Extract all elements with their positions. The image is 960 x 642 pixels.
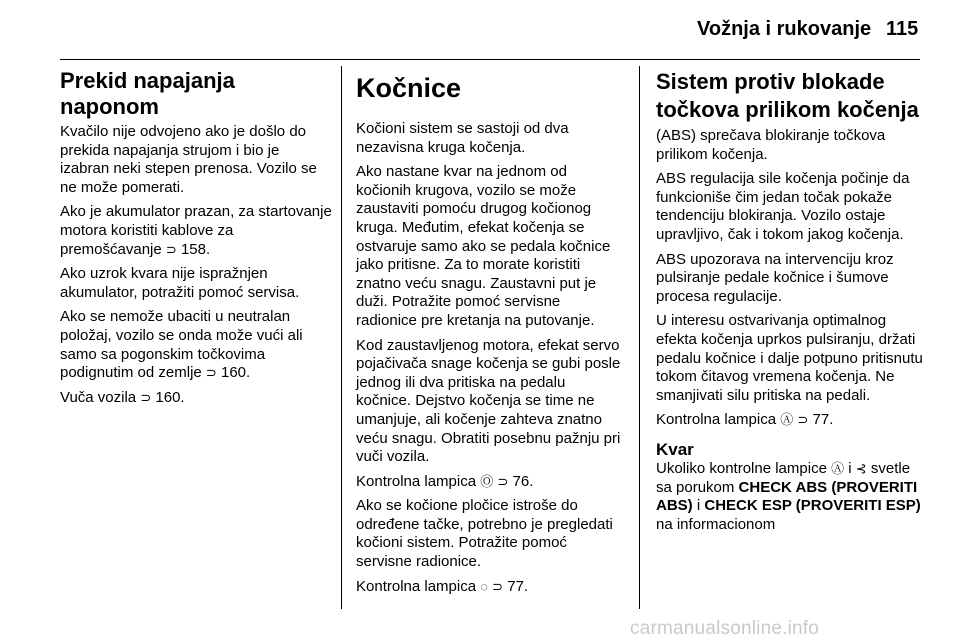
page-reference[interactable]: 158.: [180, 240, 211, 258]
message-check-esp: CHECK ESP (PROVERITI ESP): [704, 497, 921, 515]
page-ref-arrow-icon: ⊃: [165, 241, 177, 257]
page-ref-arrow-icon: ⊃: [797, 412, 809, 428]
header-divider: [60, 59, 920, 60]
page-ref-arrow-icon: ⊃: [205, 365, 217, 381]
paragraph: Ako uzrok kvara nije ispražnjen akumulator, potražiti pomoć servisa.: [60, 265, 300, 301]
page-ref-arrow-icon: ⊃: [492, 578, 504, 594]
page-ref-arrow-icon: ⊃: [497, 473, 509, 489]
abs-lamp-icon: Ⓐ: [780, 412, 794, 428]
paragraph: U interesu ostvarivanja optimalnog efekta kočenja uprkos pulsiranju, držati pedalu kočnice i dalje potpuno pritisnutu tokom čitavog vremena kočenja. Ne smanjivati silu pritiska na pedali.: [656, 312, 923, 404]
watermark: carmanualsonline.info: [630, 618, 820, 639]
heading-abs: Sistem protiv blokade točkova prilikom kočenja: [656, 69, 919, 122]
paragraph: Vuča vozila ⊃ 160.: [60, 388, 185, 406]
page-ref-arrow-icon: ⊃: [140, 389, 152, 405]
paragraph: Ako se nemože ubaciti u neutralan položaj, vozilo se onda može vući ali samo sa pogonskim točkovima podignutim od zemlje ⊃ 160.: [60, 308, 303, 382]
page-header: [0, 0, 960, 64]
abs-lamp-icon: Ⓐ: [831, 460, 845, 476]
paragraph: Ako se kočione pločice istroše do određene tačke, potrebno je pregledati kočioni sistem. Potražite pomoć servisne radionice.: [356, 497, 613, 571]
paragraph: Kontrolna lampica Ⓐ ⊃ 77.: [656, 411, 834, 429]
column-power-interruption: [60, 68, 332, 413]
paragraph: Ukoliko kontrolne lampice Ⓐ i ⊰ svetle sa porukom CHECK ABS (PROVERITI ABS) i CHECK ESP (PROVERITI ESP) na informacionom: [656, 459, 921, 533]
heading-fault: Kvar: [656, 439, 694, 459]
paragraph: Kod zaustavljenog motora, efekat servo pojačivača snage kočenja se gubi posle jednog ili dva pritiska na pedalu kočnice. Dejstvo kočenja se time ne umanjuje, ali kočenje zahteva znatno veću snagu. Obratiti posebnu pažnju pri vuči vozila.: [356, 336, 621, 466]
page-number: 115: [886, 18, 919, 40]
column-abs: [656, 68, 924, 540]
paragraph: Kočioni sistem se sastoji od dva nezavisna kruga kočenja.: [356, 120, 569, 156]
heading-power-interruption: Prekid napajanja naponom: [60, 68, 235, 119]
paragraph: Ako nastane kvar na jednom od kočionih krugova, vozilo se može zaustaviti pomoću drugog kočionog kruga. Međutim, efekat kočenja se ostvaruje samo ako se pedala kočnice jako pritisne. Za to morate koristiti znatno veću snagu. Zaustavni put je duži. Potražite pomoć servisne radionice pre kretanja na putovanje.: [356, 163, 611, 329]
brake-warning-lamp-icon: Ⓞ: [480, 473, 494, 489]
paragraph: Kontrolna lampica Ⓞ ⊃ 76.: [356, 472, 534, 490]
brake-pad-lamp-icon: ◌: [480, 578, 488, 594]
section-title: Vožnja i rukovanje: [697, 18, 872, 40]
paragraph: Kontrolna lampica ◌ ⊃ 77.: [356, 577, 529, 595]
page-reference[interactable]: 160.: [155, 388, 185, 406]
paragraph: ABS regulacija sile kočenja počinje da funkcioniše čim jedan točak pokaže tendenciju blokiranja. Vozilo ostaje upravljivo, čak i tokom jakog kočenja.: [656, 170, 910, 243]
message-check-abs: CHECK ABS (PROVERITI ABS): [656, 478, 918, 515]
esp-lamp-icon: ⊰: [855, 460, 867, 476]
column-divider: [639, 66, 640, 609]
paragraph: Kvačilo nije odvojeno ako je došlo do prekida napajanja strujom i bio je izabran neki stepen prenosa. Vozilo se ne može pomerati.: [60, 123, 317, 196]
paragraph: (ABS) sprečava blokiranje točkova prilikom kočenja.: [656, 127, 886, 163]
paragraph: Ako je akumulator prazan, za startovanje motora koristiti kablove za premošćavanje ⊃ 158.: [60, 203, 332, 258]
heading-brakes: Kočnice: [356, 73, 462, 103]
paragraph: ABS upozorava na intervenciju kroz pulsiranje pedale kočnice i šumove procesa regulacije.: [656, 250, 894, 305]
page-reference[interactable]: 160.: [221, 364, 251, 382]
column-brakes: [356, 72, 624, 602]
page-reference[interactable]: 77.: [812, 411, 834, 429]
page-reference[interactable]: 77.: [507, 577, 529, 595]
page-reference[interactable]: 76.: [512, 472, 534, 490]
column-divider: [341, 66, 342, 609]
